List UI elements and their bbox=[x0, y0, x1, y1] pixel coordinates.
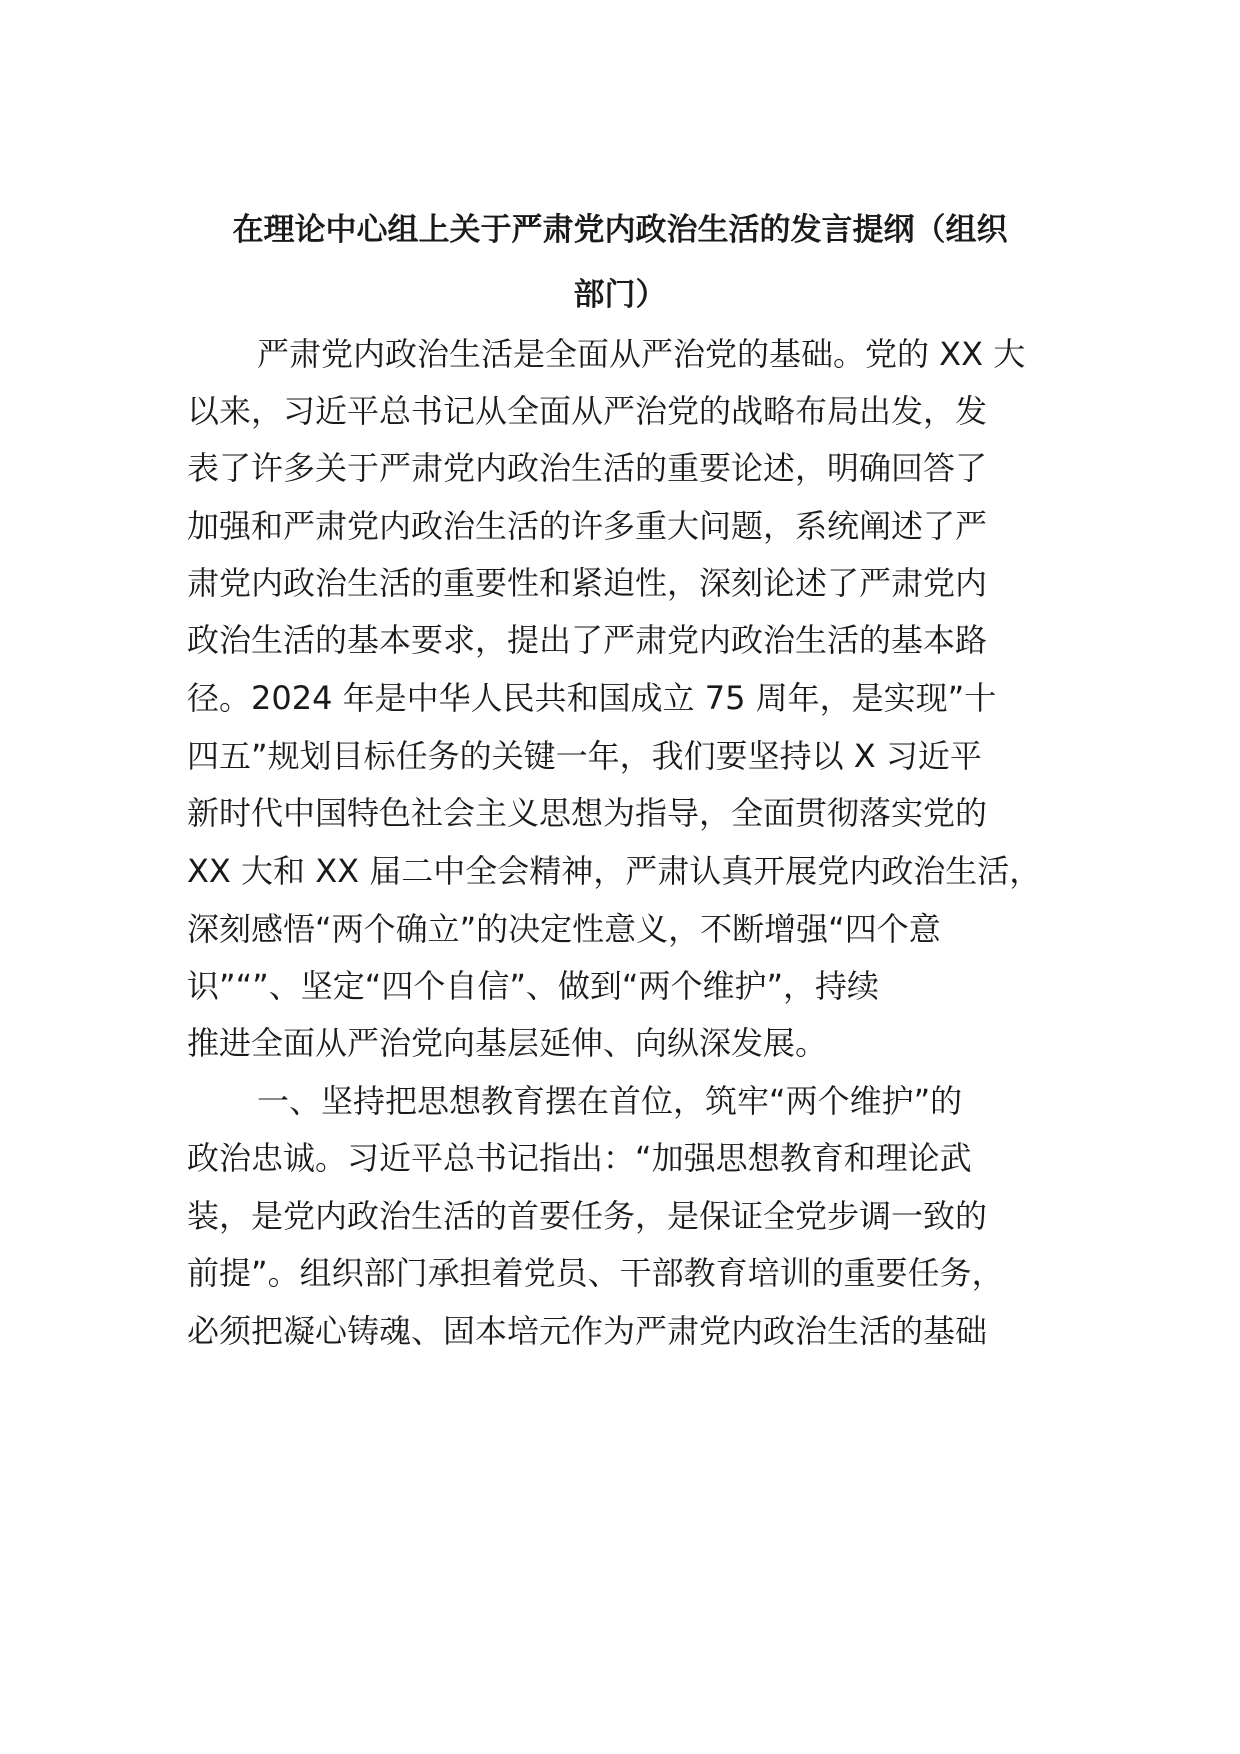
paragraph-1-line: 识”“”、坚定“四个自信”、做到“两个维护”，持续 bbox=[187, 967, 880, 1005]
paragraph-1-line: 严肃党内政治生活是全面从严治党的基础。党的 XX 大 bbox=[257, 335, 1026, 373]
paragraph-1-line: 表了许多关于严肃党内政治生活的重要论述，明确回答了 bbox=[187, 449, 988, 487]
paragraph-2-line: 一、坚持把思想教育摆在首位，筑牢“两个维护”的 bbox=[257, 1082, 963, 1120]
paragraph-2-line: 前提”。组织部门承担着党员、干部教育培训的重要任务， bbox=[187, 1254, 1004, 1292]
document-title-line-1: 在理论中心组上关于严肃党内政治生活的发言提纲（组织 bbox=[232, 212, 1008, 248]
paragraph-1-line: 政治生活的基本要求，提出了严肃党内政治生活的基本路 bbox=[187, 621, 988, 659]
paragraph-1-line: 推进全面从严治党向基层延伸、向纵深发展。 bbox=[187, 1024, 828, 1062]
paragraph-2-line: 装，是党内政治生活的首要任务，是保证全党步调一致的 bbox=[187, 1197, 988, 1235]
paragraph-2-line: 必须把凝心铸魂、固本培元作为严肃党内政治生活的基础 bbox=[187, 1312, 988, 1350]
paragraph-1-line: 径。2024 年是中华人民共和国成立 75 周年，是实现”十 bbox=[187, 679, 997, 717]
paragraph-1-line: 新时代中国特色社会主义思想为指导，全面贯彻落实党的 bbox=[187, 794, 988, 832]
paragraph-1-line: 加强和严肃党内政治生活的许多重大问题，系统阐述了严 bbox=[187, 507, 988, 545]
paragraph-1-line: 深刻感悟“两个确立”的决定性意义，不断增强“四个意 bbox=[187, 910, 941, 948]
paragraph-1-line: 四五”规划目标任务的关键一年，我们要坚持以 X 习近平 bbox=[187, 737, 982, 775]
paragraph-1-line: XX 大和 XX 届二中全会精神，严肃认真开展党内政治生活， bbox=[187, 852, 1042, 890]
paragraph-1-line: 以来，习近平总书记从全面从严治党的战略布局出发，发 bbox=[187, 392, 988, 430]
paragraph-1-line: 肃党内政治生活的重要性和紧迫性，深刻论述了严肃党内 bbox=[187, 564, 988, 602]
paragraph-2-line: 政治忠诚。习近平总书记指出：“加强思想教育和理论武 bbox=[187, 1139, 972, 1177]
document-title-line-2: 部门） bbox=[573, 277, 667, 313]
